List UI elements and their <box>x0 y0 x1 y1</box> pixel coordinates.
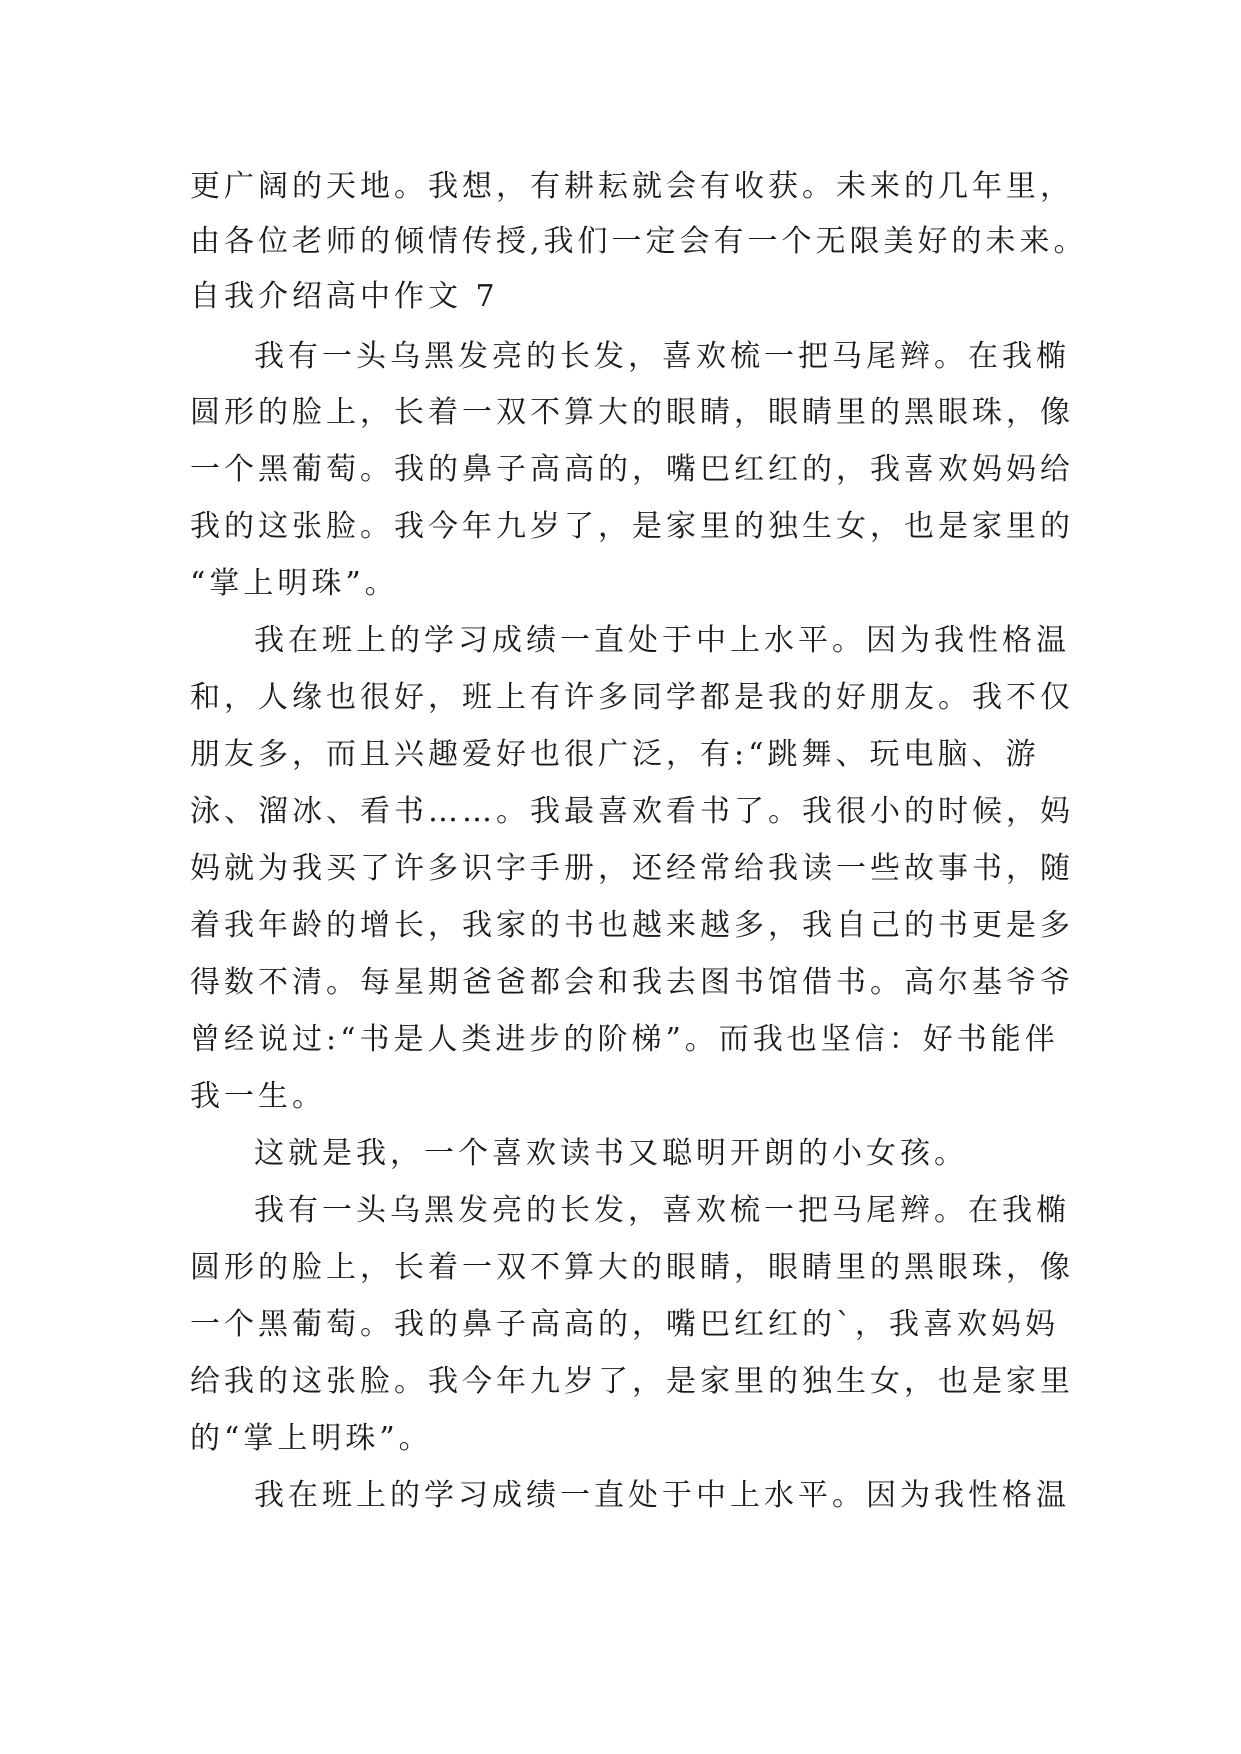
paragraph-start: 我有一头乌黑发亮的长发，喜欢梳一把马尾辫。在我椭 <box>254 339 1070 374</box>
text-line: 的“掌上明珠”。 <box>190 1421 433 1456</box>
text-line: 圆形的脸上，长着一双不算大的眼睛，眼睛里的黑眼珠，像 <box>190 1250 1074 1285</box>
paragraph-start: 我在班上的学习成绩一直处于中上水平。因为我性格温 <box>254 1478 1070 1513</box>
paragraph-start: 我有一头乌黑发亮的长发，喜欢梳一把马尾辫。在我椭 <box>254 1193 1070 1228</box>
text-line: 泳、溜冰、看书……。我最喜欢看书了。我很小的时候，妈 <box>190 794 1074 829</box>
text-line: 朋友多，而且兴趣爱好也很广泛，有:“跳舞、玩电脑、游 <box>190 737 1040 772</box>
paragraph-start: 这就是我，一个喜欢读书又聪明开朗的小女孩。 <box>254 1136 968 1171</box>
text-line: 一个黑葡萄。我的鼻子高高的，嘴巴红红的，我喜欢妈妈给 <box>190 452 1074 487</box>
text-line: 得数不清。每星期爸爸都会和我去图书馆借书。高尔基爷爷 <box>190 965 1074 1000</box>
text-line: 一个黑葡萄。我的鼻子高高的，嘴巴红红的`，我喜欢妈妈 <box>190 1307 1059 1342</box>
text-line: 和，人缘也很好，班上有许多同学都是我的好朋友。我不仅 <box>190 680 1074 715</box>
text-line: 圆形的脸上，长着一双不算大的眼睛，眼睛里的黑眼珠，像 <box>190 395 1074 430</box>
text-line: 妈就为我买了许多识字手册，还经常给我读一些故事书，随 <box>190 851 1074 886</box>
text-line: 更广阔的天地。我想，有耕耘就会有收获。未来的几年里， <box>190 169 1074 204</box>
text-line: 我的这张脸。我今年九岁了，是家里的独生女，也是家里的 <box>190 509 1074 544</box>
text-line: 我一生。 <box>190 1079 326 1114</box>
text-line: 着我年龄的增长，我家的书也越来越多，我自己的书更是多 <box>190 908 1074 943</box>
text-line: 给我的这张脸。我今年九岁了，是家里的独生女，也是家里 <box>190 1364 1074 1399</box>
section-heading: 自我介绍高中作文 7 <box>190 279 499 314</box>
text-line: 曾经说过:“书是人类进步的阶梯”。而我也坚信：好书能伴 <box>190 1022 1059 1057</box>
paragraph-start: 我在班上的学习成绩一直处于中上水平。因为我性格温 <box>254 623 1070 658</box>
text-line: 由各位老师的倾情传授,我们一定会有一个无限美好的未来。 <box>190 224 1088 259</box>
text-line: “掌上明珠”。 <box>190 566 399 601</box>
